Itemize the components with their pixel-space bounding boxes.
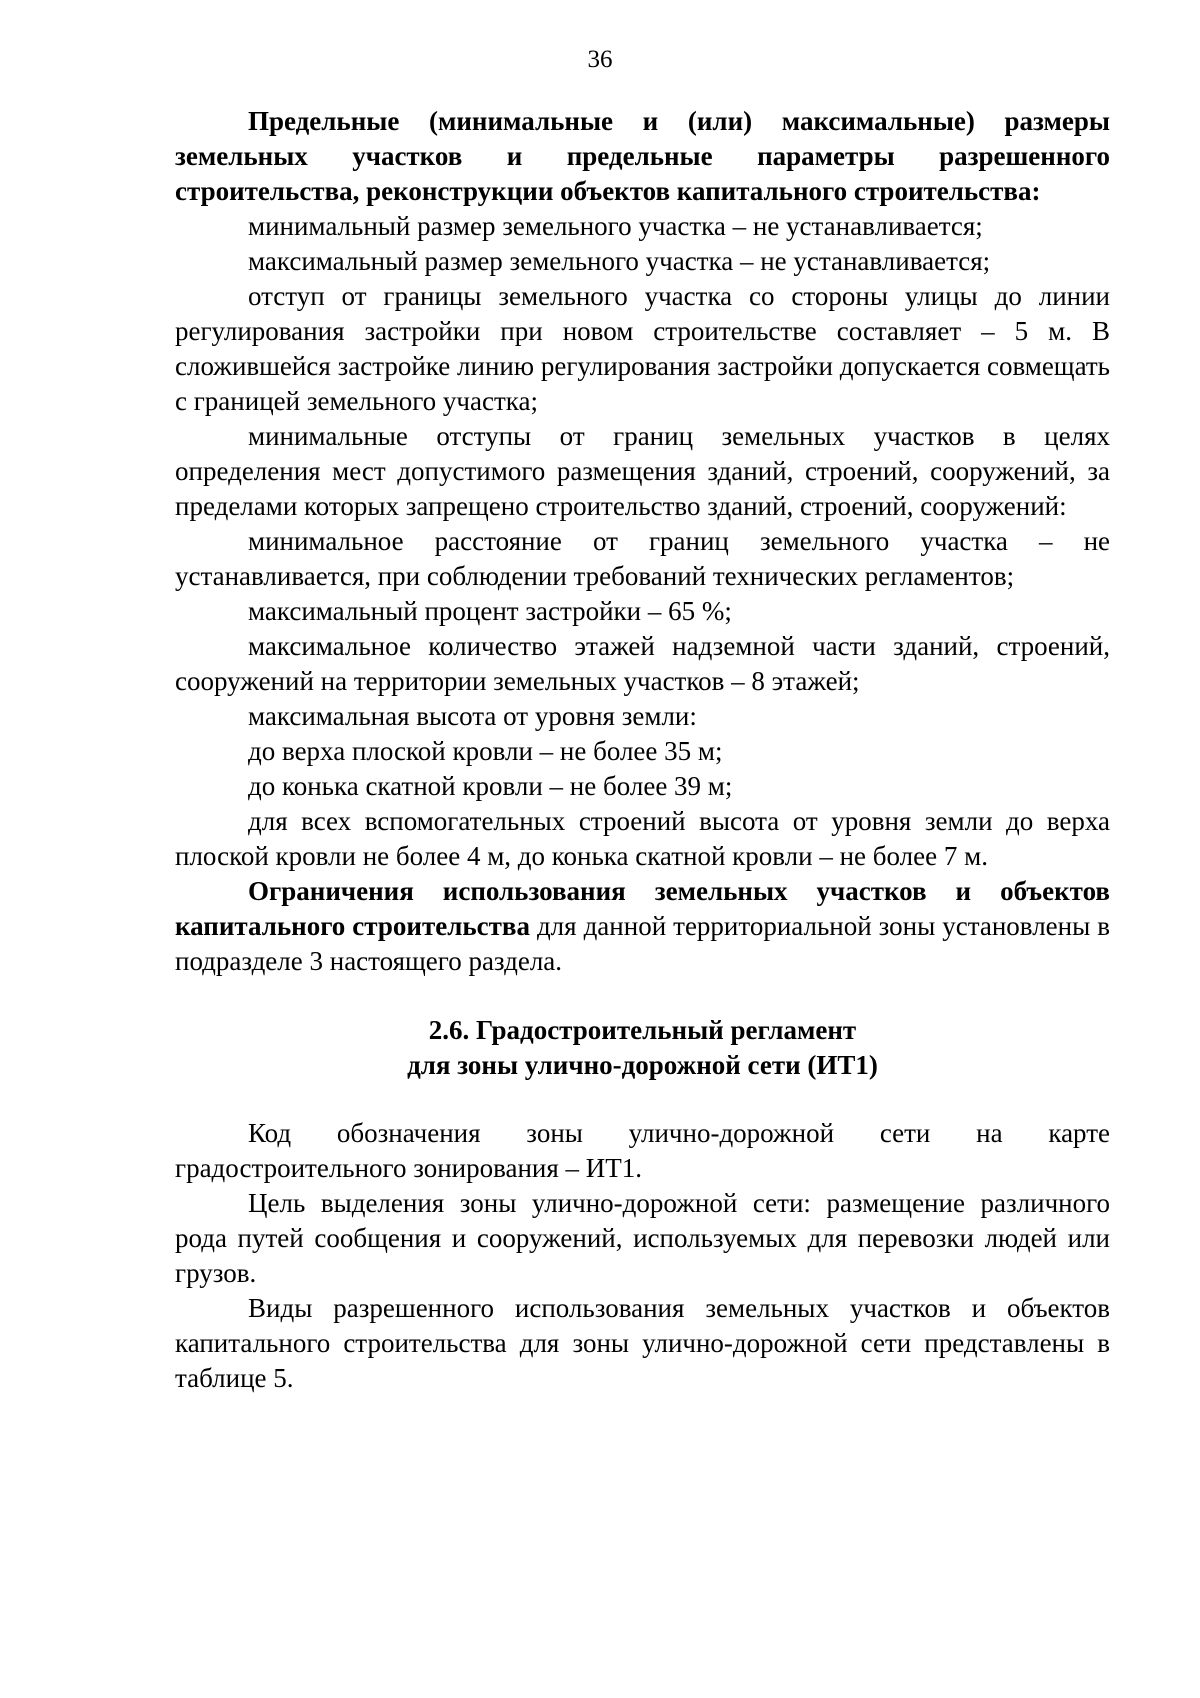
parameters-heading: Предельные (минимальные и (или) максимальные) размеры земельных участков и предельные параметры разрешенного строительства, реконструкции объектов капитального строительства: bbox=[175, 106, 1110, 206]
paragraph-min-size: минимальный размер земельного участка – не устанавливается; bbox=[248, 211, 983, 241]
paragraph-permitted-uses: Виды разрешенного использования земельных участков и объектов капитального строительства для зоны улично-дорожной сети представлены в таблице 5. bbox=[175, 1293, 1110, 1393]
paragraph-zone-code: Код обозначения зоны улично-дорожной сети на карте градостроительного зонирования – ИТ1. bbox=[175, 1118, 1110, 1183]
section-title-line2: для зоны улично-дорожной сети (ИТ1) bbox=[407, 1050, 878, 1080]
paragraph-auxiliary-buildings: для всех вспомогательных строений высота от уровня земли до верха плоской кровли не более 4 м, до конька скатной кровли – не более 7 м. bbox=[175, 806, 1110, 871]
paragraph-restrictions bbox=[175, 874, 1110, 979]
restrictions-bold-text: Ограничения использования земельных участков и объектов капитального строительства bbox=[175, 876, 1110, 941]
paragraph-min-setbacks: минимальные отступы от границ земельных участков в целях определения мест допустимого размещения зданий, строений, сооружений, за пределами которых запрещено строительство зданий, строений, сооружений: bbox=[175, 421, 1110, 521]
page-content bbox=[175, 104, 1110, 1396]
paragraph-max-size: максимальный размер земельного участка – не устанавливается; bbox=[248, 246, 991, 276]
paragraph-max-floors: максимальное количество этажей надземной части зданий, строений, сооружений на территории земельных участков – 8 этажей; bbox=[175, 631, 1110, 696]
paragraph-flat-roof: до верха плоской кровли – не более 35 м; bbox=[248, 736, 723, 766]
paragraph-max-height: максимальная высота от уровня земли: bbox=[248, 701, 697, 731]
paragraph-setback-street: отступ от границы земельного участка со стороны улицы до линии регулирования застройки при новом строительстве составляет – 5 м. В сложившейся застройке линию регулирования застройки допускается совмещать с границей земельного участка; bbox=[175, 281, 1110, 416]
paragraph-pitched-roof: до конька скатной кровли – не более 39 м; bbox=[248, 771, 733, 801]
section-title bbox=[175, 1013, 1110, 1083]
page-number: 36 bbox=[587, 46, 613, 73]
paragraph-zone-purpose: Цель выделения зоны улично-дорожной сети: размещение различного рода путей сообщения и сооружений, используемых для перевозки людей или грузов. bbox=[175, 1188, 1110, 1288]
section-title-line1: 2.6. Градостроительный регламент bbox=[428, 1015, 857, 1045]
restrictions-text: для данной территориальной зоны установлены в подразделе 3 настоящего раздела. bbox=[175, 911, 1110, 976]
paragraph-min-distance: минимальное расстояние от границ земельного участка – не устанавливается, при соблюдении требований технических регламентов; bbox=[175, 526, 1110, 591]
paragraph-max-coverage: максимальный процент застройки – 65 %; bbox=[248, 596, 732, 626]
